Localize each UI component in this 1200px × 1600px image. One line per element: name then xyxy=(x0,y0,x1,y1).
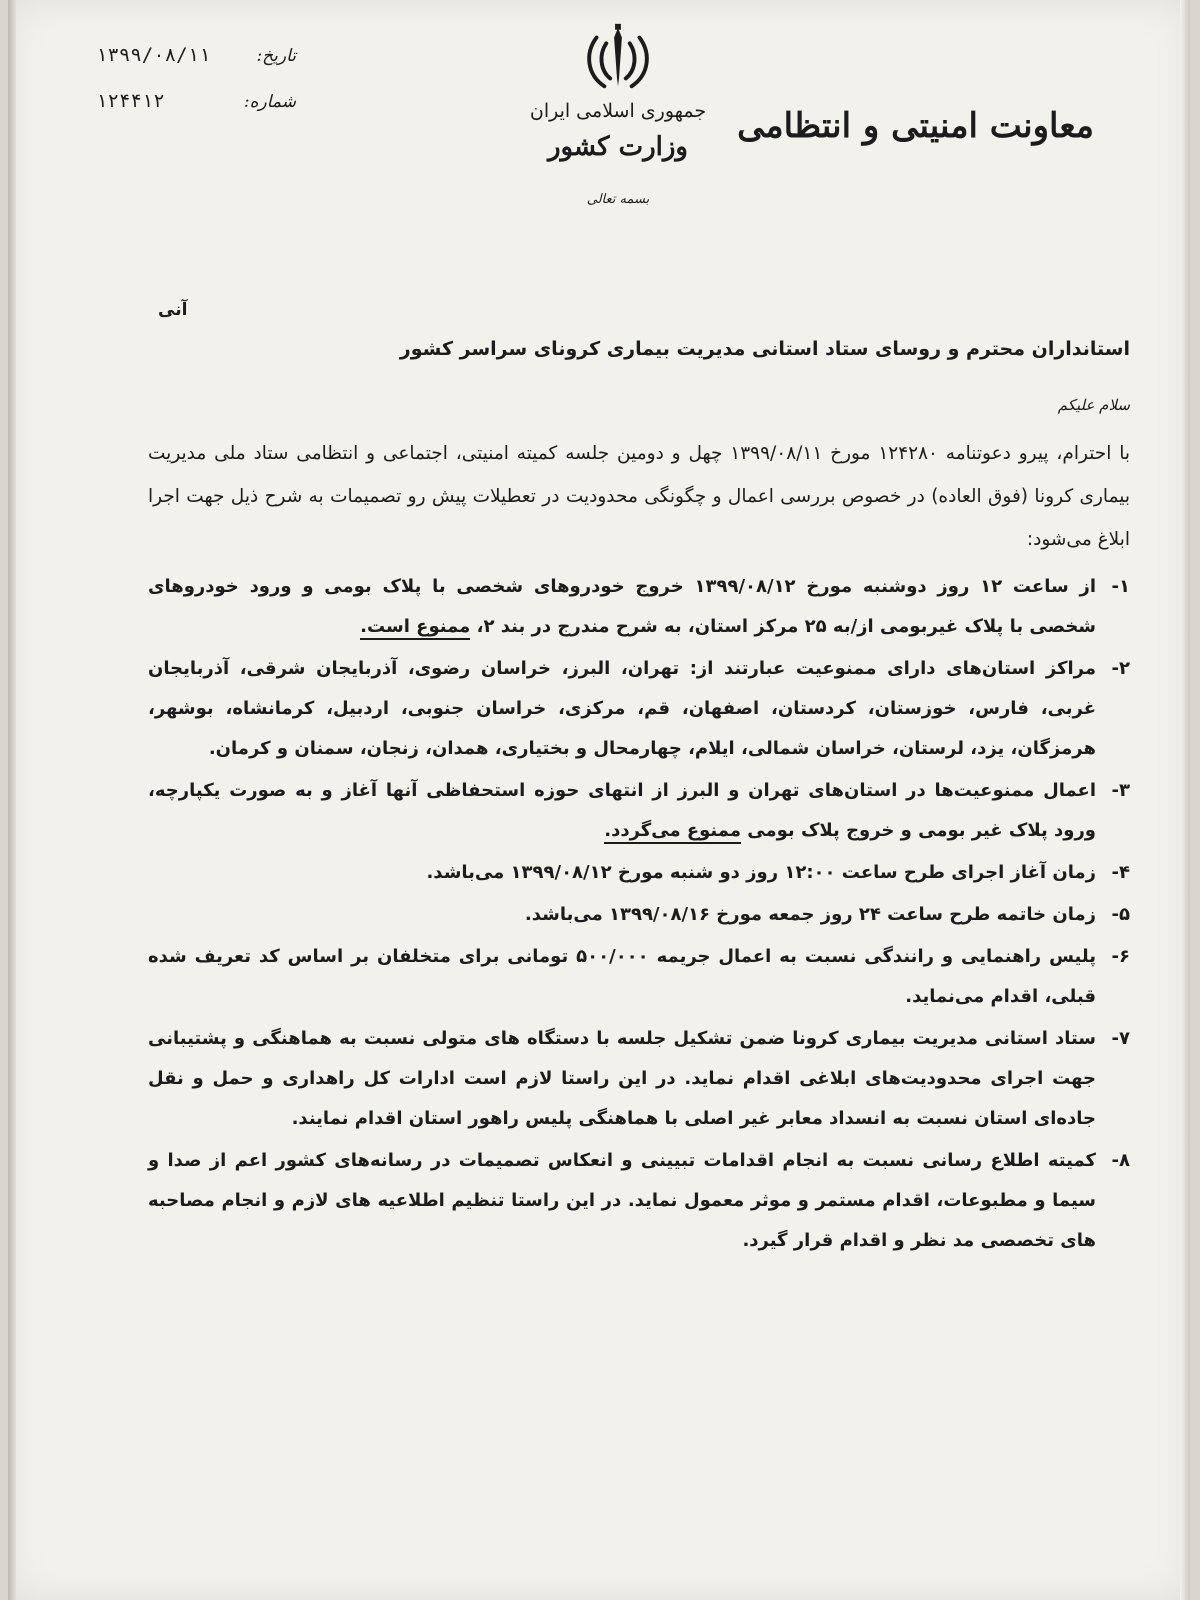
item-emphasis: ممنوع می‌گردد. xyxy=(604,820,741,844)
list-item xyxy=(148,895,1130,935)
item-text: مراکز استان‌های دارای ممنوعیت عبارتند از: تهران، البرز، خراسان رضوی، آذربایجان شرقی، آذربایجان غربی، فارس، خوزستان، کردستان، اصفهان، قم، مرکزی، خراسان جنوبی، اردبیل، کرمانشاه، بوشهر، هرمزگان، یزد، لرستان، خراسان شمالی، ایلام، چهارمحال و بختیاری، همدان، زنجان، سمنان و کرمان. xyxy=(148,658,1096,759)
letter-meta xyxy=(96,44,296,136)
item-text xyxy=(148,771,1096,851)
basmala: بسمه تعالی xyxy=(586,192,650,207)
salutation: سلام علیکم xyxy=(1057,396,1130,414)
item-text: پلیس راهنمایی و رانندگی نسبت به اعمال جریمه ۵۰۰/۰۰۰ تومانی برای متخلفان بر اساس کد تعریف شده قبلی، اقدام می‌نماید. xyxy=(148,946,1096,1007)
urgency-label: آنی xyxy=(158,300,188,320)
page-edge-right xyxy=(1180,0,1190,1600)
urgency-line xyxy=(148,300,1130,320)
number-value: ۱۲۴۴۱۲ xyxy=(96,90,165,112)
list-item xyxy=(148,1141,1130,1261)
item-body: از ساعت ۱۲ روز دوشنبه مورخ ۱۳۹۹/۰۸/۱۲ خروج خودروهای شخصی با پلاک بومی و ورود خودروهای شخصی با پلاک غیربومی از/به ۲۵ مرکز استان، به شرح مندرج در بند ۲، xyxy=(148,576,1096,637)
item-text: زمان آغاز اجرای طرح ساعت ۱۲:۰۰ روز دو شنبه مورخ ۱۳۹۹/۰۸/۱۲ می‌باشد. xyxy=(426,862,1096,883)
page-edge-left xyxy=(8,0,16,1600)
number-row xyxy=(96,90,296,112)
decision-list xyxy=(148,567,1130,1261)
republic-name: جمهوری اسلامی ایران xyxy=(529,100,707,122)
item-number: ۴- xyxy=(1111,862,1130,883)
addressee: استانداران محترم و روسای ستاد استانی مدیریت بیماری کرونای سراسر کشور xyxy=(399,338,1130,360)
deputy-title: معاونت امنیتی و انتظامی xyxy=(737,106,1094,146)
list-item xyxy=(148,771,1130,851)
item-body: اعمال ممنوعیت‌ها در استان‌های تهران و البرز از انتهای حوزه استحفاظی آنها آغاز و به صورت یکپارچه، ورود پلاک غیر بومی و خروج پلاک بومی xyxy=(148,780,1096,841)
item-number: ۱- xyxy=(1111,576,1130,597)
list-item xyxy=(148,649,1130,769)
date-row xyxy=(96,44,296,66)
item-emphasis: ممنوع است. xyxy=(360,616,470,640)
item-text: کمیته اطلاع رسانی نسبت به انجام اقدامات تبیینی و انعکاس تصمیمات در رسانه‌های کشور اعم از صدا و سیما و مطبوعات، اقدام مستمر و موثر معمول نماید. در این راستا تنظیم اطلاعیه های لازم و انجام مصاحبه های تخصصی مد نظر و اقدام قرار گیرد. xyxy=(148,1150,1096,1251)
item-number: ۶- xyxy=(1111,946,1130,967)
ministry-emblem-block xyxy=(528,18,708,207)
iran-emblem-icon xyxy=(579,18,657,96)
letter-page xyxy=(8,0,1190,1600)
intro-paragraph: با احترام، پیرو دعوتنامه ۱۲۴۲۸۰ مورخ ۱۳۹۹/۰۸/۱۱ چهل و دومین جلسه کمیته امنیتی، اجتماعی و انتظامی ستاد ملی مدیریت بیماری کرونا (فوق العاده) در خصوص بررسی اعمال و چگونگی محدودیت در تعطیلات پیش رو تصمیمات به شرح ذیل جهت اجرا ابلاغ می‌شود: xyxy=(148,443,1130,550)
item-number: ۵- xyxy=(1111,904,1130,925)
list-item xyxy=(148,1019,1130,1139)
number-label: شماره: xyxy=(243,92,296,112)
item-number: ۳- xyxy=(1111,780,1130,801)
list-item xyxy=(148,567,1130,647)
item-number: ۲- xyxy=(1111,658,1130,679)
item-number: ۸- xyxy=(1111,1150,1130,1171)
item-text xyxy=(148,567,1096,647)
date-label: تاریخ: xyxy=(256,46,296,66)
ministry-name: وزارت کشور xyxy=(548,132,688,162)
letter-body xyxy=(148,300,1130,1263)
list-item xyxy=(148,937,1130,1017)
item-text: زمان خاتمه طرح ساعت ۲۴ روز جمعه مورخ ۱۳۹۹/۰۸/۱۶ می‌باشد. xyxy=(524,904,1096,925)
item-number: ۷- xyxy=(1111,1028,1130,1049)
date-value: ۱۳۹۹/۰۸/۱۱ xyxy=(96,44,211,66)
item-text: ستاد استانی مدیریت بیماری کرونا ضمن تشکیل جلسه با دستگاه های متولی نسبت به هماهنگی و پشتیبانی جهت اجرای محدودیت‌های ابلاغی اقدام نماید. در این راستا لازم است ادارات کل راهداری و حمل و نقل جاده‌ای استان نسبت به انسداد معابر غیر اصلی با هماهنگی پلیس راهور استان اقدام نمایند. xyxy=(148,1028,1096,1129)
list-item xyxy=(148,853,1130,893)
